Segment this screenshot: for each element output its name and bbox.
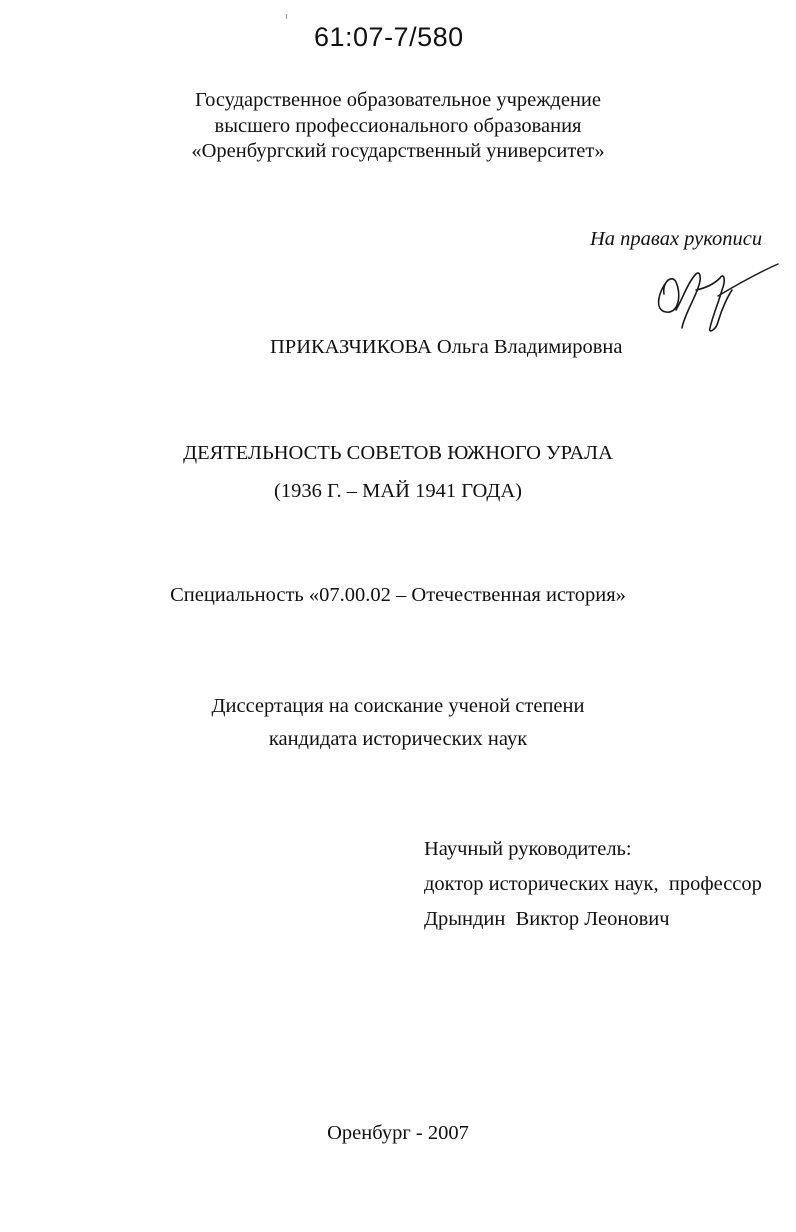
manuscript-note: На правах рукописи: [590, 228, 763, 250]
supervisor-label: Научный руководитель:: [424, 838, 632, 860]
degree-statement: [0, 690, 796, 756]
institution-line-3: «Оренбургский государственный университет»: [191, 140, 605, 162]
signature-drawing: [648, 260, 784, 334]
institution-line-1: Государственное образовательное учреждение: [195, 89, 601, 111]
supervisor-block: [424, 832, 762, 937]
dissertation-title-line-1: ДЕЯТЕЛЬНОСТЬ СОВЕТОВ ЮЖНОГО УРАЛА: [183, 442, 613, 464]
institution-header: [0, 88, 796, 165]
dissertation-title-line-2: (1936 Г. – МАЙ 1941 ГОДА): [274, 480, 522, 502]
scan-speck: [286, 14, 287, 19]
author-name: ПРИКАЗЧИКОВА Ольга Владимировна: [270, 336, 623, 358]
handwritten-signature: [648, 260, 784, 339]
institution-line-2: высшего профессионального образования: [214, 114, 582, 137]
supervisor-name: Дрындин Виктор Леонович: [424, 908, 670, 930]
degree-line-2: кандидата исторических наук: [268, 728, 528, 750]
supervisor-credentials: доктор исторических наук, профессор: [424, 873, 762, 895]
city-year: Оренбург - 2007: [327, 1122, 469, 1144]
degree-line-1: Диссертация на соискание ученой степени: [211, 695, 585, 717]
specialty: Специальность «07.00.02 – Отечественная история»: [170, 584, 626, 606]
archive-code: 61:07-7/580: [314, 22, 464, 52]
